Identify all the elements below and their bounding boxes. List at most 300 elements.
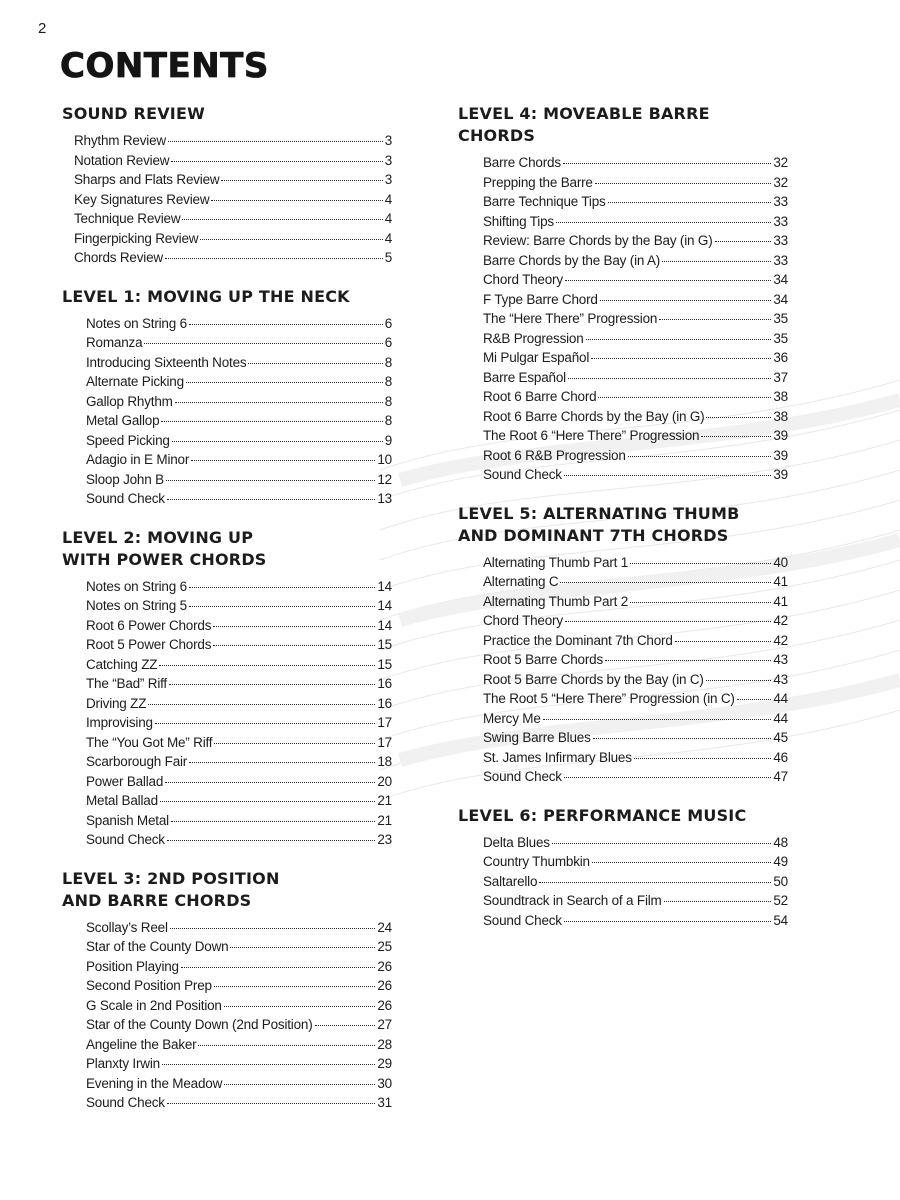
toc-entry[interactable]	[483, 368, 788, 388]
toc-entry[interactable]	[483, 348, 788, 368]
toc-entry-title: Barre Chords	[483, 155, 561, 170]
toc-entry-page: 17	[377, 734, 392, 750]
dot-leader	[189, 761, 375, 763]
toc-entry-title: Sound Check	[86, 832, 165, 847]
toc-entry[interactable]	[74, 170, 392, 190]
toc-entry-page: 4	[384, 230, 392, 246]
toc-entry-list	[458, 153, 788, 485]
dot-leader	[186, 381, 383, 383]
toc-entry-title: Star of the County Down (2nd Position)	[86, 1017, 313, 1032]
toc-entry[interactable]	[86, 655, 392, 675]
toc-entry-title: Alternating C	[483, 574, 559, 589]
toc-entry[interactable]	[483, 329, 788, 349]
toc-entry-page: 26	[377, 958, 392, 974]
dot-leader	[659, 318, 771, 320]
toc-entry[interactable]	[74, 209, 392, 229]
toc-entry-title: Swing Barre Blues	[483, 730, 591, 745]
toc-entry[interactable]	[483, 689, 788, 709]
toc-entry-page: 16	[377, 695, 392, 711]
dot-leader	[166, 479, 375, 481]
dot-leader	[737, 698, 772, 700]
toc-entry-title: Review: Barre Chords by the Bay (in G)	[483, 233, 713, 248]
toc-entry-page: 18	[377, 754, 392, 769]
toc-entry-page: 29	[377, 1056, 392, 1071]
dot-leader	[706, 416, 771, 418]
toc-entry-page: 15	[377, 637, 392, 652]
toc-entry-page: 42	[773, 613, 788, 628]
section-heading-line: AND BARRE CHORDS	[62, 890, 252, 910]
toc-entry-title: The “You Got Me” Riff	[86, 734, 213, 750]
toc-entry-page: 25	[377, 939, 392, 954]
toc-entry-title: Mi Pulgar Español	[483, 350, 590, 365]
toc-entry[interactable]	[74, 229, 392, 249]
toc-entry-title: Delta Blues	[483, 834, 550, 850]
toc-entry-title: Notation Review	[74, 152, 170, 168]
toc-entry-title: Chord Theory	[483, 613, 563, 628]
toc-entry-title: Spanish Metal	[86, 812, 169, 828]
toc-entry-list	[62, 314, 392, 509]
dot-leader	[630, 601, 771, 603]
dot-leader	[214, 985, 376, 987]
toc-entry-page: 43	[773, 671, 788, 687]
toc-entry[interactable]	[483, 553, 788, 573]
dot-leader	[598, 396, 771, 398]
section-heading	[62, 103, 392, 125]
toc-entry-page: 49	[773, 854, 788, 869]
toc-entry[interactable]	[86, 489, 392, 509]
toc-entry[interactable]	[483, 290, 788, 310]
toc-entry-title: Sound Check	[86, 1095, 165, 1110]
section-heading-line: LEVEL 5: ALTERNATING THUMB	[458, 503, 740, 523]
toc-entry[interactable]	[86, 918, 392, 938]
dot-leader	[628, 455, 772, 457]
right-column	[458, 103, 788, 948]
toc-entry[interactable]	[483, 911, 788, 931]
toc-entry-title: Root 5 Barre Chords by the Bay (in C)	[483, 671, 704, 687]
toc-entry-page: 8	[384, 374, 392, 389]
section-heading-line: SOUND REVIEW	[62, 104, 205, 123]
toc-entry[interactable]	[483, 891, 788, 911]
toc-entry-page: 6	[384, 335, 392, 350]
toc-entry-page: 33	[773, 233, 788, 248]
dot-leader	[715, 240, 772, 242]
dot-leader	[211, 199, 382, 201]
toc-entry-page: 36	[773, 350, 788, 365]
toc-entry[interactable]	[483, 212, 788, 232]
toc-entry[interactable]	[483, 270, 788, 290]
toc-entry[interactable]	[86, 411, 392, 431]
toc-entry-list	[62, 918, 392, 1113]
toc-entry-page: 39	[773, 428, 788, 443]
toc-entry[interactable]	[74, 151, 392, 171]
toc-entry-title: Notes on String 6	[86, 315, 187, 331]
toc-entry-title: Barre Technique Tips	[483, 194, 606, 209]
toc-entry-title: Speed Picking	[86, 432, 170, 448]
toc-entry[interactable]	[74, 131, 392, 151]
toc-entry-title: Notes on String 5	[86, 598, 187, 613]
toc-entry-page: 8	[384, 354, 392, 370]
dot-leader	[564, 920, 772, 922]
toc-entry-page: 52	[773, 893, 788, 908]
toc-entry-title: Fingerpicking Review	[74, 230, 199, 246]
toc-entry[interactable]	[86, 811, 392, 831]
dot-leader	[160, 800, 375, 802]
dot-leader	[595, 182, 772, 184]
toc-entry-page: 4	[384, 191, 392, 207]
toc-entry-list	[458, 833, 788, 931]
toc-entry-title: The Root 6 “Here There” Progression	[483, 428, 700, 443]
dot-leader	[565, 279, 771, 281]
toc-entry[interactable]	[483, 192, 788, 212]
toc-entry[interactable]	[86, 830, 392, 850]
toc-entry-page: 50	[773, 873, 788, 889]
dot-leader	[181, 966, 376, 968]
dot-leader	[664, 900, 772, 902]
dot-leader	[591, 357, 771, 359]
toc-entry-page: 13	[377, 491, 392, 506]
toc-entry-title: Sound Check	[483, 769, 562, 784]
toc-entry-page: 14	[377, 617, 392, 633]
toc-entry[interactable]	[86, 353, 392, 373]
toc-entry-title: Scarborough Fair	[86, 754, 188, 769]
dot-leader	[165, 257, 383, 259]
toc-entry-page: 26	[377, 997, 392, 1013]
toc-entry-page: 24	[377, 919, 392, 935]
toc-entry-title: Root 6 Barre Chords by the Bay (in G)	[483, 408, 705, 424]
page-title: CONTENTS	[60, 46, 269, 86]
toc-entry-title: Key Signatures Review	[74, 191, 210, 207]
toc-entry-page: 12	[377, 471, 392, 487]
toc-entry[interactable]	[483, 231, 788, 251]
toc-entry-title: Alternating Thumb Part 2	[483, 593, 629, 609]
dot-leader	[662, 260, 771, 262]
toc-entry-title: Root 6 Power Chords	[86, 617, 212, 633]
toc-entry-title: Soundtrack in Search of a Film	[483, 893, 662, 908]
toc-entry[interactable]	[483, 426, 788, 446]
dot-leader	[159, 664, 375, 666]
toc-entry-title: Chord Theory	[483, 272, 563, 287]
toc-section-level-4	[458, 103, 788, 485]
toc-entry-page: 16	[377, 676, 392, 691]
toc-entry-title: St. James Infirmary Blues	[483, 749, 632, 765]
section-heading-line: LEVEL 3: 2ND POSITION	[62, 868, 280, 888]
toc-entry-page: 8	[384, 413, 392, 428]
dot-leader	[248, 362, 382, 364]
toc-entry-title: The “Here There” Progression	[483, 311, 658, 326]
toc-entry[interactable]	[483, 670, 788, 690]
toc-entry[interactable]	[483, 709, 788, 729]
toc-entry[interactable]	[483, 833, 788, 853]
toc-entry[interactable]	[483, 592, 788, 612]
toc-entry[interactable]	[86, 713, 392, 733]
toc-entry[interactable]	[86, 333, 392, 353]
toc-entry[interactable]	[86, 596, 392, 616]
toc-entry[interactable]	[483, 465, 788, 485]
toc-entry-title: The “Bad” Riff	[86, 676, 167, 691]
toc-entry-title: Root 6 Barre Chord	[483, 389, 597, 404]
toc-entry[interactable]	[74, 190, 392, 210]
toc-entry-title: Root 5 Power Chords	[86, 637, 212, 652]
toc-entry[interactable]	[483, 173, 788, 193]
toc-entry-page: 5	[384, 250, 392, 265]
toc-entry-title: Prepping the Barre	[483, 174, 593, 190]
toc-entry-title: Sound Check	[86, 491, 165, 506]
toc-entry-page: 42	[773, 632, 788, 648]
toc-entry-page: 30	[377, 1075, 392, 1091]
toc-entry-title: R&B Progression	[483, 330, 584, 346]
toc-entry[interactable]	[86, 937, 392, 957]
toc-entry[interactable]	[483, 852, 788, 872]
toc-entry-page: 17	[377, 715, 392, 730]
toc-entry-title: Metal Gallop	[86, 413, 160, 428]
toc-entry-page: 40	[773, 554, 788, 570]
toc-entry-page: 34	[773, 291, 788, 307]
toc-entry-page: 6	[384, 315, 392, 331]
toc-entry[interactable]	[483, 748, 788, 768]
dot-leader	[592, 861, 772, 863]
toc-entry-title: Shifting Tips	[483, 213, 554, 229]
toc-entry-title: Romanza	[86, 335, 143, 350]
toc-entry-list	[62, 131, 392, 268]
toc-entry-title: Sloop John B	[86, 471, 164, 487]
toc-entry[interactable]	[86, 694, 392, 714]
toc-entry[interactable]	[86, 372, 392, 392]
dot-leader	[675, 640, 772, 642]
toc-entry-title: Barre Español	[483, 369, 566, 385]
dot-leader	[605, 659, 771, 661]
toc-entry-title: Driving ZZ	[86, 695, 147, 711]
dot-leader	[168, 140, 383, 142]
toc-entry-title: Saltarello	[483, 873, 538, 889]
toc-entry-title: Adagio in E Minor	[86, 452, 190, 467]
dot-leader	[568, 377, 771, 379]
section-heading	[62, 286, 392, 308]
section-heading	[458, 805, 788, 827]
dot-leader	[170, 927, 376, 929]
toc-entry-page: 35	[773, 311, 788, 326]
section-heading	[458, 503, 788, 547]
toc-entry[interactable]	[483, 251, 788, 271]
toc-entry[interactable]	[483, 572, 788, 592]
dot-leader	[167, 1102, 376, 1104]
toc-entry-title: Scollay’s Reel	[86, 919, 168, 935]
toc-entry-page: 3	[384, 172, 392, 187]
toc-entry[interactable]	[86, 1015, 392, 1035]
toc-entry-title: Technique Review	[74, 211, 181, 226]
page-number: 2	[38, 20, 47, 37]
toc-entry-title: Power Ballad	[86, 773, 164, 789]
dot-leader	[165, 781, 375, 783]
section-heading-line: LEVEL 6: PERFORMANCE MUSIC	[458, 805, 747, 825]
dot-leader	[169, 683, 375, 685]
toc-entry-title: Barre Chords by the Bay (in A)	[483, 252, 661, 268]
toc-entry[interactable]	[86, 957, 392, 977]
dot-leader	[600, 299, 772, 301]
dot-leader	[189, 605, 375, 607]
toc-section-sound-review	[62, 103, 392, 268]
toc-entry-title: Practice the Dominant 7th Chord	[483, 632, 673, 648]
dot-leader	[189, 323, 383, 325]
toc-entry-page: 44	[773, 691, 788, 706]
toc-entry-page: 54	[773, 912, 788, 928]
toc-entry-title: Sharps and Flats Review	[74, 172, 220, 187]
dot-leader	[200, 238, 382, 240]
dot-leader	[213, 625, 375, 627]
toc-entry[interactable]	[86, 674, 392, 694]
toc-entry[interactable]	[483, 767, 788, 787]
toc-entry-page: 43	[773, 652, 788, 667]
toc-entry[interactable]	[86, 616, 392, 636]
toc-entry[interactable]	[86, 1035, 392, 1055]
toc-entry-page: 26	[377, 978, 392, 993]
dot-leader	[706, 679, 772, 681]
toc-entry[interactable]	[483, 872, 788, 892]
dot-leader	[564, 474, 772, 476]
toc-entry[interactable]	[483, 387, 788, 407]
toc-entry-page: 38	[773, 408, 788, 424]
toc-entry-page: 28	[377, 1036, 392, 1052]
toc-entry[interactable]	[86, 635, 392, 655]
toc-entry-page: 9	[384, 432, 392, 448]
section-heading-line: AND DOMINANT 7TH CHORDS	[458, 525, 729, 545]
toc-entry[interactable]	[483, 611, 788, 631]
dot-leader	[221, 179, 382, 181]
dot-leader	[593, 737, 772, 739]
toc-entry-page: 47	[773, 769, 788, 784]
toc-entry[interactable]	[86, 314, 392, 334]
dot-leader	[167, 839, 376, 841]
toc-entry-title: Rhythm Review	[74, 133, 166, 148]
toc-entry-page: 32	[773, 174, 788, 190]
dot-leader	[543, 718, 772, 720]
dot-leader	[189, 586, 375, 588]
toc-entry-page: 33	[773, 194, 788, 209]
toc-entry-page: 46	[773, 749, 788, 765]
toc-entry[interactable]	[86, 791, 392, 811]
toc-entry-page: 32	[773, 155, 788, 170]
dot-leader	[560, 581, 771, 583]
toc-entry-title: Country Thumbkin	[483, 854, 590, 869]
toc-entry[interactable]	[86, 772, 392, 792]
toc-entry[interactable]	[86, 976, 392, 996]
toc-entry[interactable]	[483, 309, 788, 329]
dot-leader	[556, 221, 771, 223]
toc-entry-title: Improvising	[86, 715, 153, 730]
toc-entry-title: Position Playing	[86, 958, 179, 974]
toc-entry[interactable]	[86, 733, 392, 753]
dot-leader	[564, 776, 772, 778]
dot-leader	[162, 1063, 375, 1065]
toc-entry-page: 41	[773, 574, 788, 589]
toc-entry-page: 3	[384, 133, 392, 148]
toc-entry-page: 8	[384, 393, 392, 409]
toc-entry-page: 27	[377, 1017, 392, 1032]
dot-leader	[552, 842, 772, 844]
toc-entry[interactable]	[483, 446, 788, 466]
toc-entry-title: Gallop Rhythm	[86, 393, 173, 409]
toc-entry[interactable]	[86, 450, 392, 470]
dot-leader	[214, 742, 375, 744]
toc-entry[interactable]	[483, 650, 788, 670]
toc-entry[interactable]	[86, 392, 392, 412]
toc-entry-page: 31	[377, 1095, 392, 1110]
toc-entry-page: 3	[384, 152, 392, 168]
toc-section-level-6	[458, 805, 788, 931]
dot-leader	[315, 1024, 376, 1026]
dot-leader	[224, 1005, 376, 1007]
toc-entry-title: Alternate Picking	[86, 374, 184, 389]
toc-entry-title: The Root 5 “Here There” Progression (in C)	[483, 691, 735, 706]
toc-entry-page: 23	[377, 832, 392, 847]
toc-entry-title: Angeline the Baker	[86, 1036, 197, 1052]
toc-entry-page: 35	[773, 330, 788, 346]
toc-entry[interactable]	[86, 752, 392, 772]
toc-entry-list	[62, 577, 392, 850]
toc-entry-title: Introducing Sixteenth Notes	[86, 354, 247, 370]
toc-entry-page: 21	[377, 812, 392, 828]
toc-entry[interactable]	[483, 631, 788, 651]
toc-entry[interactable]	[86, 1074, 392, 1094]
toc-entry[interactable]	[86, 470, 392, 490]
toc-section-level-5	[458, 503, 788, 787]
dot-leader	[224, 1083, 375, 1085]
toc-entry[interactable]	[86, 1093, 392, 1113]
toc-entry-title: Metal Ballad	[86, 793, 158, 808]
toc-entry-page: 34	[773, 272, 788, 287]
dot-leader	[634, 757, 772, 759]
toc-entry-page: 48	[773, 834, 788, 850]
dot-leader	[172, 440, 383, 442]
dot-leader	[148, 703, 375, 705]
toc-entry[interactable]	[74, 248, 392, 268]
dot-leader	[539, 881, 771, 883]
left-column	[62, 103, 392, 1131]
toc-entry-title: Evening in the Meadow	[86, 1075, 223, 1091]
toc-entry[interactable]	[483, 153, 788, 173]
dot-leader	[630, 562, 771, 564]
toc-entry-page: 15	[377, 656, 392, 672]
toc-entry-title: Notes on String 6	[86, 578, 187, 594]
toc-entry-page: 10	[377, 452, 392, 467]
toc-entry[interactable]	[483, 728, 788, 748]
dot-leader	[230, 946, 375, 948]
toc-entry-title: Sound Check	[483, 912, 562, 928]
toc-entry[interactable]	[86, 431, 392, 451]
toc-entry-page: 4	[384, 211, 392, 226]
toc-entry-page: 41	[773, 593, 788, 609]
section-heading-line: LEVEL 2: MOVING UP	[62, 527, 254, 547]
toc-entry-title: Sound Check	[483, 467, 562, 482]
section-heading-line: LEVEL 1: MOVING UP THE NECK	[62, 286, 350, 306]
dot-leader	[155, 722, 376, 724]
dot-leader	[171, 160, 382, 162]
toc-entry[interactable]	[86, 577, 392, 597]
dot-leader	[144, 342, 382, 344]
toc-entry[interactable]	[86, 996, 392, 1016]
dot-leader	[175, 401, 383, 403]
toc-entry-title: F Type Barre Chord	[483, 291, 598, 307]
dot-leader	[213, 644, 375, 646]
dot-leader	[701, 435, 771, 437]
section-heading	[62, 527, 392, 571]
dot-leader	[565, 620, 771, 622]
toc-entry-title: G Scale in 2nd Position	[86, 997, 222, 1013]
dot-leader	[182, 218, 382, 220]
toc-entry[interactable]	[86, 1054, 392, 1074]
section-heading-line: WITH POWER CHORDS	[62, 549, 267, 569]
toc-entry-page: 39	[773, 447, 788, 463]
toc-entry[interactable]	[483, 407, 788, 427]
